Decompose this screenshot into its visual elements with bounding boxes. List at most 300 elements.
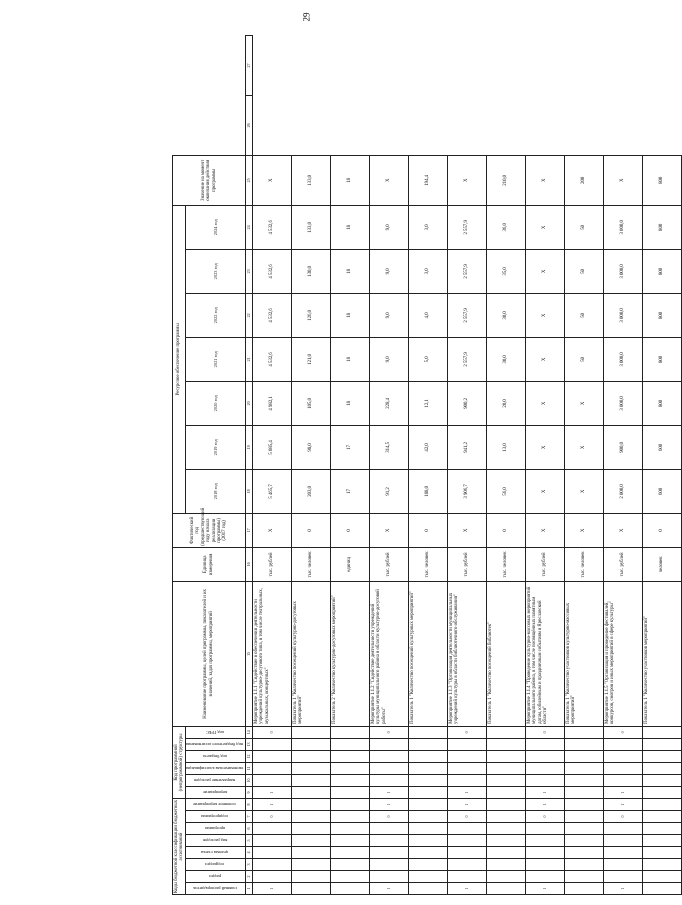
column-number: 15 <box>245 581 252 726</box>
code-cell <box>291 786 330 798</box>
code-cell: 1 <box>525 883 564 895</box>
row-name: Мероприятие 1.1.1 "Содействие в обеспечении деятельности учреждений культурно-досугового типа, в том числе театральных, музыкальных, концертных" <box>252 581 291 726</box>
row-year-value: 18 <box>330 293 369 337</box>
column-number: 21 <box>245 337 252 381</box>
code-cell <box>330 811 369 823</box>
year-header: 2022 год <box>186 293 246 337</box>
code-cell: 0 <box>525 811 564 823</box>
row-year-value: 50 <box>564 293 603 337</box>
row-year-value: 800 <box>642 337 681 381</box>
code-cell <box>330 835 369 847</box>
table-row <box>603 36 642 895</box>
row-unit: тыс. рублей <box>447 547 486 581</box>
code-cell <box>642 786 681 798</box>
program-table <box>172 35 682 895</box>
row-year-value: 9,0 <box>369 337 408 381</box>
row-final-value: Х <box>525 155 564 205</box>
code-cell <box>564 738 603 750</box>
row-year-value: Х <box>525 205 564 249</box>
group-program-structure: Код программной (непрограммной) структуры <box>173 726 186 798</box>
code-cell: 0 <box>252 811 291 823</box>
column-number: 16 <box>245 547 252 581</box>
row-year-value: Х <box>564 425 603 469</box>
code-cell <box>564 750 603 762</box>
code-cell <box>408 859 447 871</box>
table-row <box>330 36 369 895</box>
column-number: 7 <box>245 811 252 823</box>
table-row <box>642 36 681 895</box>
row-unit: тыс. человек <box>408 547 447 581</box>
code-cell <box>369 835 408 847</box>
code-cell <box>564 871 603 883</box>
code-cell <box>408 871 447 883</box>
row-year-value: 20,0 <box>486 381 525 425</box>
row-base-value: 0 <box>330 513 369 547</box>
row-year-value: 9,0 <box>369 205 408 249</box>
code-cell <box>408 835 447 847</box>
code-cell: 0 <box>603 811 642 823</box>
row-final-value: Х <box>603 155 642 205</box>
row-name: Показатель 2 "Количество культурно-досуговых мероприятий" <box>330 581 369 726</box>
code-column-header <box>186 823 246 835</box>
row-year-value: 50 <box>564 337 603 381</box>
year-header: 2019 год <box>186 425 246 469</box>
column-number: 10 <box>245 774 252 786</box>
row-year-value: 56,0 <box>486 469 525 513</box>
name-header: Наименование программы, целей программы, показателей и их значений, задач программы, мероприятий <box>173 581 246 726</box>
code-cell <box>603 859 642 871</box>
code-column-header <box>186 774 246 786</box>
code-cell <box>525 762 564 774</box>
row-year-value: 35,0 <box>486 249 525 293</box>
row-year-value: 203,0 <box>291 469 330 513</box>
code-cell <box>486 835 525 847</box>
column-number: 17 <box>245 513 252 547</box>
code-cell: 1 <box>525 786 564 798</box>
row-year-value: 17 <box>330 425 369 469</box>
code-cell <box>369 871 408 883</box>
row-year-value: 4 532,6 <box>252 205 291 249</box>
column-number: 22 <box>245 293 252 337</box>
row-year-value: 42,0 <box>408 425 447 469</box>
column-number: 14 <box>245 726 252 738</box>
code-column-header-text: целевая статья <box>201 850 229 856</box>
row-name: Показатель 1 "Количество участников мероприятий" <box>642 581 681 726</box>
row-year-value: 3 000,0 <box>603 205 642 249</box>
code-cell <box>408 774 447 786</box>
code-cell <box>642 738 681 750</box>
column-number: 11 <box>245 762 252 774</box>
row-unit: тыс. человек <box>486 547 525 581</box>
code-cell <box>525 738 564 750</box>
code-cell <box>486 811 525 823</box>
table-row <box>369 36 408 895</box>
code-cell <box>642 750 681 762</box>
code-cell <box>603 774 642 786</box>
code-cell <box>603 847 642 859</box>
row-year-value: 126,0 <box>291 293 330 337</box>
code-cell <box>447 774 486 786</box>
code-column-header <box>186 847 246 859</box>
code-column-header <box>186 786 246 798</box>
code-cell <box>408 786 447 798</box>
code-cell <box>252 835 291 847</box>
code-cell <box>330 750 369 762</box>
row-year-value: 3,0 <box>408 249 447 293</box>
code-cell <box>330 738 369 750</box>
code-cell <box>330 762 369 774</box>
row-name: Показатель 1 "Количество посещений библиотек" <box>486 581 525 726</box>
row-year-value: 50 <box>564 249 603 293</box>
code-column-header-text: главный распорядитель <box>192 886 237 892</box>
code-cell <box>291 847 330 859</box>
column-number: 13 <box>245 738 252 750</box>
code-cell: 1 <box>252 786 291 798</box>
code-cell <box>291 859 330 871</box>
column-number: 4 <box>245 847 252 859</box>
row-year-value: 133,0 <box>291 205 330 249</box>
column-number: 1 <box>245 883 252 895</box>
row-year-value: 2 557,9 <box>447 205 486 249</box>
code-cell <box>408 762 447 774</box>
row-year-value: 3 000,0 <box>603 381 642 425</box>
row-year-value: 130,0 <box>291 249 330 293</box>
row-year-value: 30,0 <box>486 293 525 337</box>
code-column-header <box>186 883 246 895</box>
row-final-value: 800 <box>642 155 681 205</box>
column-number: 8 <box>245 798 252 810</box>
row-year-value: 228,4 <box>369 381 408 425</box>
code-column-header <box>186 798 246 810</box>
code-cell: 0 <box>603 726 642 738</box>
code-cell <box>408 726 447 738</box>
row-year-value: Х <box>525 293 564 337</box>
column-number: 2 <box>245 871 252 883</box>
row-base-value: Х <box>369 513 408 547</box>
year-header: 2021 год <box>186 337 246 381</box>
code-column-header <box>186 859 246 871</box>
code-cell <box>486 883 525 895</box>
code-cell <box>369 774 408 786</box>
code-cell: 1 <box>369 798 408 810</box>
unit-header: Единица измерения <box>173 547 246 581</box>
code-cell: 1 <box>603 883 642 895</box>
code-cell <box>642 847 681 859</box>
row-base-value: Х <box>564 513 603 547</box>
code-cell <box>369 859 408 871</box>
year-header: 2023 год <box>186 249 246 293</box>
code-cell <box>447 738 486 750</box>
code-column-header-text: подраздел <box>205 862 225 868</box>
code-cell <box>252 762 291 774</box>
year-header: 2018 год <box>186 469 246 513</box>
row-year-value: 2 557,9 <box>447 249 486 293</box>
code-cell: 0 <box>447 726 486 738</box>
code-cell: 1 <box>369 883 408 895</box>
row-final-value: Х <box>252 155 291 205</box>
code-column-header-text: код ГРБС <box>205 730 224 736</box>
code-cell <box>330 798 369 810</box>
code-cell <box>291 883 330 895</box>
code-cell: 1 <box>447 798 486 810</box>
code-cell <box>603 871 642 883</box>
row-year-value: 188,0 <box>408 469 447 513</box>
row-year-value: 4 532,6 <box>252 337 291 381</box>
code-column-header-text: программа <box>204 826 225 832</box>
code-cell: 1 <box>369 786 408 798</box>
code-cell <box>408 798 447 810</box>
row-year-value: 13,0 <box>486 425 525 469</box>
row-unit: тыс. рублей <box>603 547 642 581</box>
code-column-header-text: основное мероприятие <box>193 802 237 808</box>
code-cell <box>408 811 447 823</box>
group-budget-codes: Коды бюджетной классификации бюджетных ассигнований <box>173 799 184 893</box>
code-cell <box>642 859 681 871</box>
code-cell <box>447 835 486 847</box>
column-number: 3 <box>245 859 252 871</box>
row-base-value: Х <box>252 513 291 547</box>
code-cell <box>486 871 525 883</box>
code-cell <box>525 774 564 786</box>
code-cell <box>330 847 369 859</box>
row-year-value: 800 <box>642 205 681 249</box>
row-unit: тыс. человек <box>291 547 330 581</box>
row-unit: человек <box>642 547 681 581</box>
code-cell: 1 <box>447 786 486 798</box>
code-cell <box>291 774 330 786</box>
code-cell <box>330 871 369 883</box>
row-final-value: 194,4 <box>408 155 447 205</box>
table-row <box>291 36 330 895</box>
code-cell <box>486 847 525 859</box>
code-cell <box>291 798 330 810</box>
code-column-header <box>186 811 246 823</box>
code-cell: 0 <box>252 726 291 738</box>
code-cell: 1 <box>603 786 642 798</box>
code-cell <box>642 811 681 823</box>
code-cell <box>408 738 447 750</box>
code-cell <box>252 859 291 871</box>
row-unit: тыс. рублей <box>369 547 408 581</box>
row-year-value: Х <box>525 381 564 425</box>
code-cell <box>408 847 447 859</box>
code-cell <box>369 762 408 774</box>
row-year-value: 600 <box>642 425 681 469</box>
code-cell <box>291 750 330 762</box>
row-unit: тыс. человек <box>564 547 603 581</box>
row-year-value: Х <box>564 469 603 513</box>
row-year-value: 900,2 <box>447 381 486 425</box>
code-cell <box>291 811 330 823</box>
code-column-header <box>186 738 246 750</box>
row-year-value: 800 <box>642 249 681 293</box>
code-cell <box>447 871 486 883</box>
code-cell <box>642 798 681 810</box>
page-number-area <box>0 4 640 34</box>
row-year-value: 2 557,9 <box>447 293 486 337</box>
row-name: Показатель 1 "Количество участников культурно-массовых мероприятий" <box>564 581 603 726</box>
row-year-value: Х <box>564 381 603 425</box>
code-cell <box>447 762 486 774</box>
code-cell <box>603 835 642 847</box>
code-cell <box>564 859 603 871</box>
code-cell <box>564 798 603 810</box>
column-number: 20 <box>245 381 252 425</box>
row-year-value: Х <box>525 425 564 469</box>
code-cell <box>642 871 681 883</box>
code-cell: 1 <box>252 883 291 895</box>
column-number: 18 <box>245 469 252 513</box>
row-year-value: 941,2 <box>447 425 486 469</box>
row-year-value: 4 982,1 <box>252 381 291 425</box>
column-number: 9 <box>245 786 252 798</box>
row-year-value: 4,0 <box>408 293 447 337</box>
row-year-value: 30,0 <box>486 337 525 381</box>
row-year-value: 3 000,0 <box>603 249 642 293</box>
row-year-value: 50 <box>564 205 603 249</box>
code-cell: 0 <box>447 811 486 823</box>
code-cell <box>408 823 447 835</box>
code-column-header-text: мероприятие <box>202 790 227 796</box>
column-number: 27 <box>245 36 252 96</box>
code-cell <box>486 762 525 774</box>
row-base-value: 0 <box>642 513 681 547</box>
code-cell <box>369 750 408 762</box>
row-year-value: 5 085,4 <box>252 425 291 469</box>
code-cell <box>330 786 369 798</box>
code-cell <box>564 726 603 738</box>
code-cell <box>330 859 369 871</box>
code-cell: 1 <box>525 798 564 810</box>
row-unit: тыс. рублей <box>525 547 564 581</box>
code-column-header <box>186 835 246 847</box>
row-year-value: 5 465,7 <box>252 469 291 513</box>
code-cell <box>564 883 603 895</box>
code-cell <box>486 823 525 835</box>
code-column-header-text: раздел <box>208 874 221 880</box>
code-cell: 1 <box>447 883 486 895</box>
code-cell <box>564 823 603 835</box>
code-cell <box>486 726 525 738</box>
code-cell <box>642 762 681 774</box>
column-number: 26 <box>245 95 252 155</box>
code-cell <box>564 835 603 847</box>
code-cell <box>486 798 525 810</box>
code-column-header <box>186 762 246 774</box>
code-cell <box>291 726 330 738</box>
code-cell <box>525 871 564 883</box>
code-cell <box>447 750 486 762</box>
code-cell: 0 <box>525 726 564 738</box>
code-cell <box>486 738 525 750</box>
row-year-value: 2 557,9 <box>447 337 486 381</box>
row-year-value: 36,0 <box>486 205 525 249</box>
code-cell <box>564 774 603 786</box>
column-number: 5 <box>245 835 252 847</box>
code-cell <box>486 786 525 798</box>
column-number: 23 <box>245 249 252 293</box>
code-cell <box>486 750 525 762</box>
code-cell: 1 <box>252 798 291 810</box>
code-cell: 1 <box>603 798 642 810</box>
code-cell <box>525 859 564 871</box>
row-year-value: 314,5 <box>369 425 408 469</box>
row-year-value: 800 <box>642 381 681 425</box>
row-year-value: Х <box>525 469 564 513</box>
code-cell <box>447 847 486 859</box>
code-cell <box>408 883 447 895</box>
code-cell <box>486 774 525 786</box>
code-cell <box>564 786 603 798</box>
row-year-value: 3 906,7 <box>447 469 486 513</box>
code-cell <box>330 823 369 835</box>
table-row <box>252 36 291 895</box>
row-final-value: 210,0 <box>486 155 525 205</box>
rotated-table-sheet <box>172 35 665 895</box>
code-cell <box>603 823 642 835</box>
column-number: 19 <box>245 425 252 469</box>
row-year-value: 800 <box>642 293 681 337</box>
row-year-value: 12,1 <box>408 381 447 425</box>
row-base-value: 0 <box>486 513 525 547</box>
row-year-value: Х <box>525 249 564 293</box>
code-cell <box>369 847 408 859</box>
header-group-row <box>173 36 186 895</box>
row-year-value: 5,0 <box>408 337 447 381</box>
code-cell <box>252 738 291 750</box>
row-year-value: 2 000,0 <box>603 469 642 513</box>
row-year-value: 18 <box>330 381 369 425</box>
column-number: 6 <box>245 823 252 835</box>
row-year-value: 18 <box>330 249 369 293</box>
row-year-value: Х <box>525 337 564 381</box>
row-year-value: 3 000,0 <box>603 293 642 337</box>
code-cell <box>525 823 564 835</box>
code-cell <box>564 847 603 859</box>
code-cell <box>642 835 681 847</box>
year-header: 2024 год <box>186 205 246 249</box>
code-cell <box>252 774 291 786</box>
row-year-value: 98,0 <box>291 425 330 469</box>
row-final-value: 133,0 <box>291 155 330 205</box>
code-cell <box>525 835 564 847</box>
code-cell <box>252 823 291 835</box>
code-cell <box>330 774 369 786</box>
code-cell <box>369 823 408 835</box>
row-name: Мероприятие 1.1.4 "Проведение культурно-массовых мероприятий муниципального района, в том числе посвящённых памятным датам, юбилейным и праздничным событиям в Ярославской области" <box>525 581 564 726</box>
row-base-value: Х <box>525 513 564 547</box>
row-unit: единиц <box>330 547 369 581</box>
row-final-value: Х <box>447 155 486 205</box>
row-name: Показатель 1 "Количество посещений культурных мероприятий" <box>408 581 447 726</box>
row-year-value: 91,2 <box>369 469 408 513</box>
code-cell <box>642 774 681 786</box>
column-number: 12 <box>245 750 252 762</box>
row-year-value: 600 <box>642 469 681 513</box>
code-cell <box>525 847 564 859</box>
column-number-row <box>245 36 252 895</box>
code-cell <box>642 726 681 738</box>
row-year-value: 17 <box>330 469 369 513</box>
code-cell <box>252 871 291 883</box>
table-row <box>525 36 564 895</box>
row-name: Мероприятие 1.1.5 "Организация и проведение фестивалей, конкурсов, смотров и иных мероприятий в сфере культуры" <box>603 581 642 726</box>
code-cell <box>603 738 642 750</box>
code-column-header-text: код бюджета <box>202 754 227 760</box>
code-cell <box>291 823 330 835</box>
row-year-value: 3,0 <box>408 205 447 249</box>
code-cell <box>642 883 681 895</box>
